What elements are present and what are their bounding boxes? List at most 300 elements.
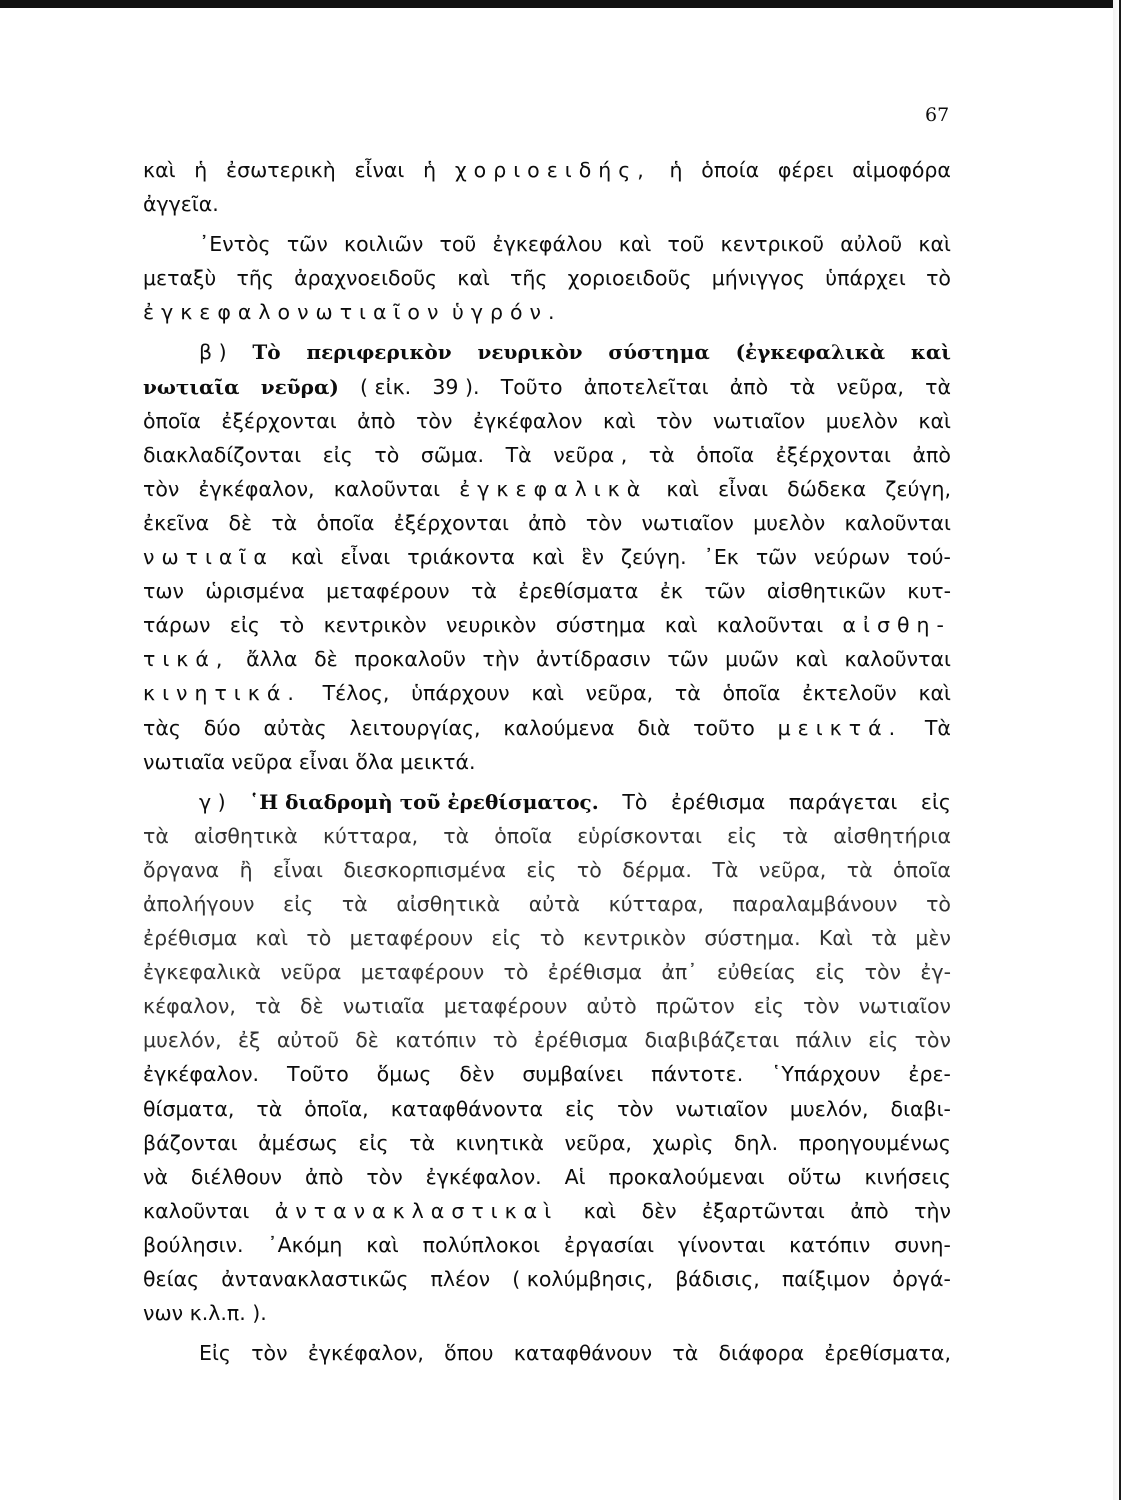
word: ὡρισμένα	[205, 579, 305, 604]
text-line	[143, 887, 951, 921]
word: τὴν	[482, 647, 520, 672]
word: τὴν	[914, 1198, 951, 1223]
word: καταφθάνοντα	[390, 1096, 544, 1121]
word: ἀπὸ	[528, 510, 567, 535]
word: τὸν	[803, 994, 840, 1019]
word: καὶ	[583, 1198, 617, 1223]
word: μυελὸν	[753, 510, 826, 535]
word: ὁποῖα	[722, 681, 781, 706]
word: Τοῦτο	[500, 374, 563, 399]
word: αἰσθητήρια	[833, 823, 951, 848]
word: ῾Υπάρχουν	[771, 1062, 881, 1087]
word: αὐτὰ	[528, 891, 581, 916]
word: κεντρικὸν	[583, 926, 686, 951]
word: τὰ	[871, 926, 898, 951]
text-line	[143, 1336, 951, 1370]
word: νεῦρα,	[564, 1130, 632, 1155]
word: αἰσθη-	[842, 613, 951, 638]
word: τὰς	[143, 715, 181, 740]
word: τού-	[906, 545, 951, 570]
word: μεταφέρουν	[349, 926, 474, 951]
word: ὀργά-	[892, 1267, 951, 1291]
word: νωτιαῖα	[143, 374, 240, 399]
word: νωτιαῖον	[858, 994, 951, 1019]
text-line	[143, 1023, 951, 1057]
scan-edge-right	[1113, 0, 1131, 1500]
word: διεσκορπισμένα	[343, 857, 506, 882]
word: ὑγρόν.	[451, 300, 562, 325]
word: τὸ	[374, 442, 400, 467]
word: νωτιαῖα	[342, 994, 425, 1019]
word: καὶ	[603, 408, 636, 433]
word: κ.λ.π.	[189, 1301, 246, 1326]
word: νευρικὸν	[445, 613, 537, 638]
word: καὶ	[366, 1232, 399, 1257]
text-line	[143, 506, 951, 540]
word: νεῦρα ,	[553, 442, 628, 467]
word: ἐκ	[659, 579, 683, 604]
text-line	[143, 1296, 951, 1330]
word: ὁποία	[701, 158, 760, 182]
word: τοῦτο	[693, 715, 755, 740]
word: σύστημα	[608, 340, 710, 365]
word: καλούμενα	[503, 715, 615, 740]
word: τριάκοντα	[407, 545, 515, 570]
word: τὰ	[143, 823, 169, 848]
word: διὰ	[637, 715, 671, 740]
word: μεταφέρουν	[326, 579, 450, 604]
word: καὶ	[255, 926, 289, 951]
word: κινήσεις	[864, 1164, 951, 1189]
word: τῶν	[667, 647, 709, 672]
word: (ἐγκεφαλικὰ	[735, 340, 886, 365]
word: ἀραχνοειδοῦς	[294, 266, 437, 291]
word: ἀντίδρασιν	[536, 647, 651, 672]
word: προηγουμένως	[798, 1130, 951, 1155]
word: παράγεται	[788, 789, 898, 814]
word: μυελόν,	[789, 1096, 869, 1121]
word: μεικτά.	[400, 749, 476, 774]
word: ἡ	[423, 158, 437, 182]
word: μήνιγγος	[711, 266, 805, 291]
word: Τὰ	[924, 715, 951, 740]
word: ἐρεθίσματα,	[824, 1341, 951, 1366]
word: νεῦρα	[280, 960, 342, 985]
word: αὐτὰς	[263, 715, 327, 740]
word: πλέον	[430, 1267, 491, 1291]
word: ἐξέρχονται	[393, 510, 509, 535]
word: τῆς	[236, 266, 274, 291]
word: ἀμέσως	[258, 1130, 338, 1155]
word: καλοῦνται	[143, 1198, 250, 1223]
text-line	[143, 711, 951, 745]
text-line	[143, 438, 951, 472]
word: κεντρικὸν	[323, 613, 427, 638]
word: διακλαδίζονται	[143, 442, 302, 467]
word: ἀπολήγουν	[143, 891, 255, 916]
word: αἱμοφόρα	[852, 158, 951, 182]
text-line	[143, 785, 951, 819]
word: καὶ	[457, 266, 490, 291]
word: τὰ	[443, 823, 470, 848]
word: ᾽Ακόμη	[267, 1232, 343, 1257]
word: νωτιαῖον	[675, 1096, 768, 1121]
word: καλοῦνται	[333, 476, 441, 501]
text-line	[143, 1160, 951, 1194]
word: ἐρέθισμα	[547, 960, 642, 985]
word: τὸν	[251, 1341, 288, 1366]
word: τὰ	[271, 510, 298, 535]
word: ἐρέθισμα	[671, 789, 766, 814]
word: νεύρων	[813, 545, 890, 570]
word: τὸν	[864, 960, 901, 985]
text-line	[143, 472, 951, 506]
word: αὐτοῦ	[276, 1028, 339, 1053]
scan-edge-top	[0, 0, 1131, 8]
word: ἐγκέφαλον.	[143, 1062, 260, 1087]
page-number: 67	[925, 104, 950, 126]
word: ἐγκέφαλον	[472, 408, 583, 433]
text-line	[143, 745, 951, 779]
word: ἀπὸ	[304, 1164, 344, 1189]
word: τικά,	[143, 647, 230, 672]
word: κύτταρα,	[608, 891, 704, 916]
word: καταφθάνουν	[513, 1341, 653, 1366]
word: ἓν	[581, 545, 604, 570]
word: ὑπάρχει	[825, 266, 906, 291]
word: τὰ	[789, 374, 816, 399]
word: ὁποῖα	[696, 442, 755, 467]
word: εἰς	[815, 960, 846, 985]
word: ὁποῖα	[143, 408, 201, 433]
word: Τὰ	[712, 857, 739, 882]
word: καλοῦνται	[716, 613, 824, 638]
word: ἀντανακλαστικαὶ	[274, 1198, 559, 1223]
word: Τὰ	[505, 442, 532, 467]
word: οὕτω	[787, 1164, 842, 1189]
word: τοῦ	[439, 232, 477, 257]
word: καὶ	[918, 232, 951, 257]
word: εἰς	[920, 789, 951, 814]
word: μυῶν	[725, 647, 779, 672]
word: κατόπιν	[395, 1028, 477, 1053]
word: κυτ-	[907, 579, 951, 604]
word: εἶναι	[273, 857, 323, 882]
word: τὸ	[576, 857, 602, 882]
word: τὰ	[409, 1130, 435, 1155]
text-line	[143, 955, 951, 989]
word: τὸν	[143, 476, 180, 501]
word: βάδισις,	[675, 1267, 760, 1291]
word: τὸ	[306, 926, 332, 951]
word: παίξιμον	[781, 1267, 871, 1291]
word: ἄλλα	[246, 647, 298, 672]
word: τὰ	[782, 823, 809, 848]
word: ἐκεῖνα	[143, 510, 210, 535]
word: εὑρίσκονται	[577, 823, 702, 848]
word: πάλιν	[795, 1028, 852, 1053]
word: ).	[252, 1301, 267, 1326]
word: κοιλιῶν	[344, 232, 424, 257]
word: ζεύγη.	[620, 545, 687, 570]
word: τοῦ	[667, 232, 705, 257]
word: ὁποῖα,	[304, 1096, 369, 1121]
word: νεῦρα	[231, 749, 293, 774]
word: διαβιβάζεται	[644, 1028, 780, 1053]
word: δέρμα.	[622, 857, 692, 882]
word: καὶ	[618, 232, 652, 257]
word: ὁποῖα	[494, 823, 553, 848]
word: βάζονται	[143, 1130, 238, 1155]
word: Καὶ	[818, 926, 853, 951]
word: πολύπλοκοι	[422, 1232, 541, 1257]
text-line	[143, 1057, 951, 1091]
word: σύστημα	[555, 613, 646, 638]
word: σῶμα.	[420, 442, 485, 467]
word: καὶ	[143, 158, 176, 182]
word: μυελόν,	[143, 1028, 222, 1053]
word: ἐγκεφαλονωτιαῖον	[143, 300, 446, 325]
word: ἀπ᾽	[661, 960, 698, 985]
word: τὸ	[926, 266, 951, 291]
word: δηλ.	[734, 1130, 779, 1155]
word: καὶ	[290, 545, 324, 570]
word: ἐξ	[237, 1028, 261, 1053]
word: ἀπὸ	[729, 374, 769, 399]
word: νεῦρα,	[585, 681, 654, 706]
text-line	[143, 261, 951, 295]
word: ἀγγεῖα.	[143, 192, 219, 217]
word: ἀπὸ	[357, 408, 396, 433]
word: νων	[143, 1301, 184, 1326]
word: 39 ).	[432, 374, 480, 399]
word: ὑπάρχουν	[411, 681, 510, 706]
text-line	[143, 574, 951, 608]
text-line	[143, 1126, 951, 1160]
word: ὁποῖα	[893, 857, 951, 882]
word: ἐρεθίσματα	[518, 579, 639, 604]
word: ἀπὸ	[912, 442, 951, 467]
word: εἰς	[727, 823, 758, 848]
word: τὸν	[366, 1164, 403, 1189]
word: εἰς	[283, 891, 314, 916]
word: Τὸ	[252, 340, 281, 365]
word: εἶναι	[354, 158, 405, 182]
word: κινητικά.	[143, 681, 301, 706]
word: Τοῦτο	[286, 1062, 349, 1087]
word: τὸ	[492, 1028, 518, 1053]
word: νεῦρα)	[260, 374, 339, 399]
word: ἡ	[669, 158, 683, 182]
word: μεταφέρουν	[360, 960, 485, 985]
word: ἐγκεφαλικὰ	[459, 476, 648, 501]
word: συνη-	[894, 1232, 951, 1257]
word: τὰ	[648, 442, 675, 467]
text-line	[143, 187, 951, 221]
word: ἐγκέφαλον.	[425, 1164, 542, 1189]
word: αὐλοῦ	[840, 232, 903, 257]
word: εὐθείας	[716, 960, 796, 985]
text-line	[143, 819, 951, 853]
word: ἐξέρχονται	[775, 442, 891, 467]
word: λειτουργίας,	[349, 715, 481, 740]
word: ἐκτελοῦν	[802, 681, 897, 706]
word: ὅμως	[376, 1062, 432, 1087]
word: ἀπὸ	[850, 1198, 889, 1223]
word: ἀποτελεῖται	[583, 374, 709, 399]
text-line	[143, 676, 951, 710]
word: εἰς	[491, 926, 522, 951]
word: ἐργασίαι	[563, 1232, 655, 1257]
word: δὲ	[300, 994, 324, 1019]
word: εἶναι	[340, 545, 391, 570]
word: ἐγκεφαλικὰ	[143, 960, 262, 985]
word: καλοῦνται	[844, 647, 951, 672]
word: τὰ	[256, 1096, 283, 1121]
word: ὁποῖα	[316, 510, 375, 535]
word: νὰ	[143, 1164, 168, 1189]
word: καὶ	[795, 647, 828, 672]
word: νωτιαῖον	[712, 408, 806, 433]
word: τὸν	[585, 510, 623, 535]
word: ἐγκέφαλον,	[198, 476, 315, 501]
word: κύτταρα,	[322, 823, 419, 848]
word: γίνονται	[677, 1232, 766, 1257]
word: αἰσθητικὰ	[396, 891, 501, 916]
text-line	[143, 1194, 951, 1228]
word: κεντρικοῦ	[720, 232, 824, 257]
word: τὰ	[925, 374, 951, 399]
text-line	[143, 1262, 951, 1296]
word: τὸν	[416, 408, 453, 433]
word: νωτιαῖον	[641, 510, 734, 535]
body-text	[143, 153, 951, 1370]
word: β )	[199, 340, 227, 365]
word: εἶναι	[298, 749, 349, 774]
word: ὄργανα	[143, 857, 220, 882]
word: ἐγκέφαλον,	[307, 1341, 424, 1366]
word: εἰς	[229, 613, 260, 638]
word: θείας	[143, 1267, 200, 1291]
word: τὸ	[503, 960, 529, 985]
word: τὸν	[656, 408, 693, 433]
word: τὰ	[470, 579, 497, 604]
word: χοριοειδής,	[454, 158, 651, 182]
word: κατόπιν	[789, 1232, 871, 1257]
word: δώδεκα	[787, 476, 867, 501]
word: των	[143, 579, 184, 604]
word: τὰ	[674, 681, 701, 706]
word: πρῶτον	[655, 994, 735, 1019]
word: τὸ	[279, 613, 305, 638]
word: τῶν	[704, 579, 746, 604]
text-line	[143, 921, 951, 955]
word: ( κολύμβησις,	[512, 1267, 654, 1291]
word: εἰς	[753, 994, 784, 1019]
word: Τέλος,	[322, 681, 390, 706]
word: καλοῦνται	[844, 510, 951, 535]
text-line	[143, 989, 951, 1023]
word: τὰ	[846, 857, 873, 882]
word: φέρει	[777, 158, 834, 182]
word: δὲν	[641, 1198, 677, 1223]
word: ὅπου	[444, 1341, 494, 1366]
word: μεταξὺ	[143, 266, 217, 291]
word: δὲν	[459, 1062, 495, 1087]
word: εἰς	[322, 442, 353, 467]
word: πάντοτε.	[651, 1062, 744, 1087]
word: καὶ	[910, 340, 951, 365]
word: κέφαλον,	[143, 994, 236, 1019]
text-line	[143, 1228, 951, 1262]
text-line	[143, 295, 951, 329]
word: ἡ	[194, 158, 208, 182]
word: καὶ	[531, 545, 565, 570]
word: ἐξέρχονται	[221, 408, 337, 433]
word: καὶ	[918, 681, 951, 706]
word: καὶ	[918, 408, 951, 433]
text-line	[143, 642, 951, 676]
word: τῶν	[755, 545, 797, 570]
word: τὰ	[341, 891, 368, 916]
word: νεῦρα,	[836, 374, 904, 399]
word: διέλθουν	[190, 1164, 283, 1189]
text-line	[143, 1092, 951, 1126]
word: ἐρέθισμα	[533, 1028, 629, 1053]
word: παραλαμβάνουν	[732, 891, 898, 916]
text-line	[143, 540, 951, 574]
word: τῆς	[510, 266, 548, 291]
word: τὸν	[617, 1096, 654, 1121]
word: ἐγ-	[920, 960, 951, 985]
word: αἰσθητικὰ	[193, 823, 298, 848]
word: ἐρε-	[908, 1062, 951, 1087]
text-line	[143, 404, 951, 438]
word: ( εἰκ.	[360, 374, 412, 399]
word: τὰ	[672, 1341, 699, 1366]
word: θίσματα,	[143, 1096, 235, 1121]
word: μεικτά.	[777, 715, 903, 740]
word: γ )	[199, 789, 226, 814]
word: νωτιαῖα	[143, 749, 225, 774]
word: νεῦρα,	[758, 857, 827, 882]
word: δὲ	[228, 510, 253, 535]
word: Τὸ	[622, 789, 648, 814]
word: συμβαίνει	[522, 1062, 624, 1087]
word: κινητικὰ	[455, 1130, 544, 1155]
word: ζεύγη,	[885, 476, 951, 501]
word: ᾽Εντὸς	[199, 232, 271, 257]
text-line	[143, 227, 951, 261]
word: δύο	[203, 715, 241, 740]
word: αὐτὸ	[586, 994, 637, 1019]
word: τάρων	[143, 613, 211, 638]
word: εἰς	[565, 1096, 596, 1121]
word: ὅλα	[355, 749, 394, 774]
word: ἐγκεφάλου	[492, 232, 603, 257]
word: νωτιαῖα	[143, 545, 274, 570]
word: σύστημα.	[704, 926, 801, 951]
word: Αἱ	[564, 1164, 586, 1189]
word: τῶν	[286, 232, 328, 257]
text-line	[143, 335, 951, 369]
word: δὲ	[314, 647, 338, 672]
word: εἰς	[358, 1130, 389, 1155]
word: νευρικὸν	[477, 340, 583, 365]
word: διάφορα	[718, 1341, 805, 1366]
word: ἐξαρτῶνται	[702, 1198, 825, 1223]
word: χοριοειδοῦς	[567, 266, 692, 291]
